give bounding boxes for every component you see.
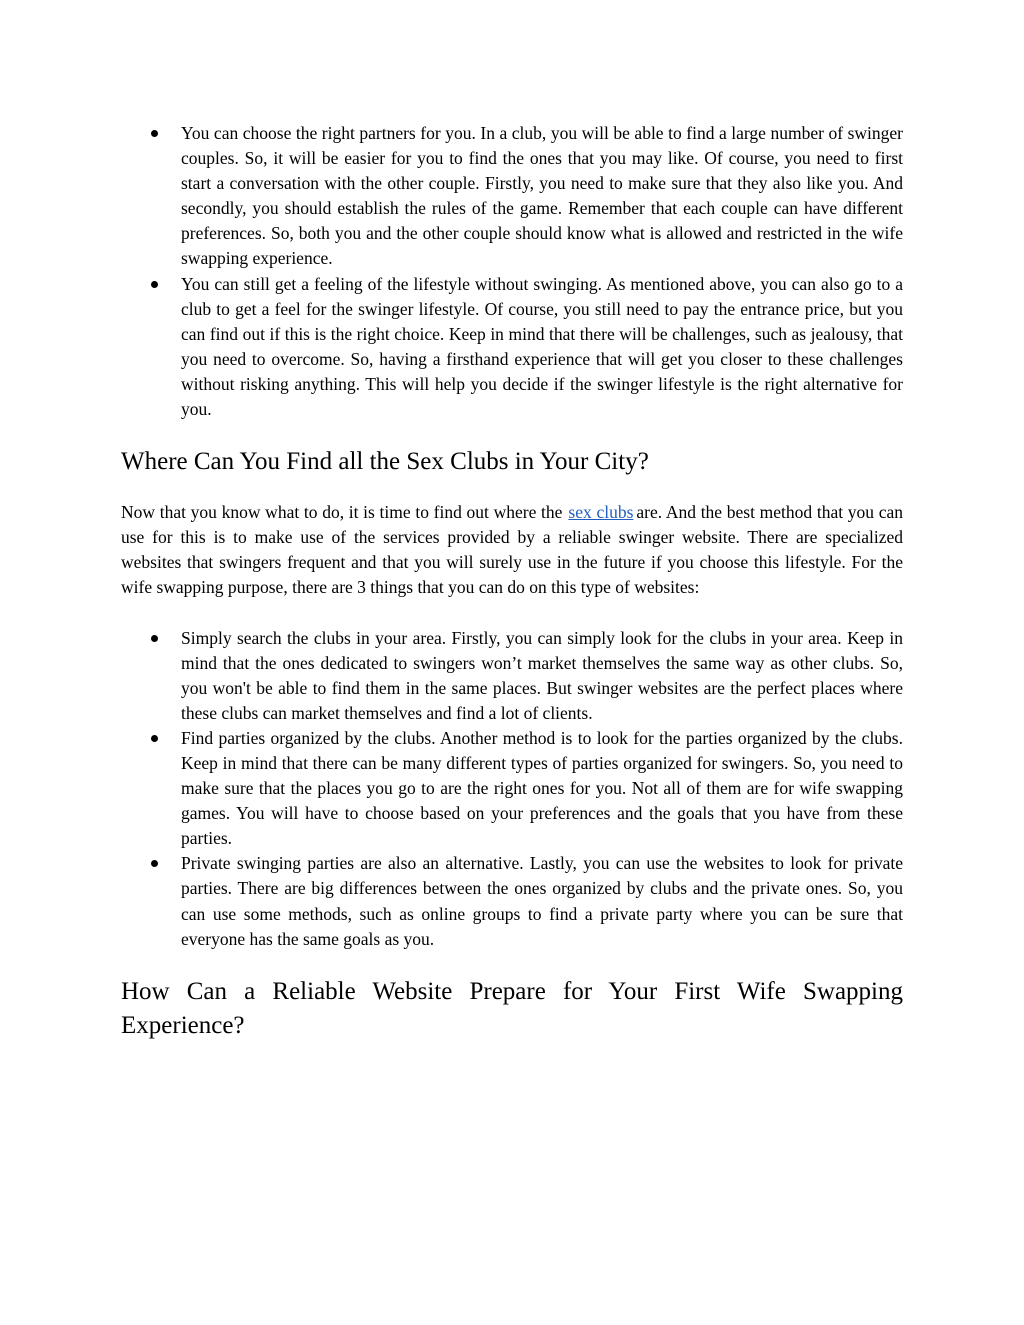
list-item bbox=[121, 726, 903, 851]
bullet-icon bbox=[151, 130, 158, 137]
list-item bbox=[121, 272, 903, 423]
sex-clubs-link[interactable]: sex clubs bbox=[568, 502, 634, 523]
document-page bbox=[121, 121, 903, 1043]
list-item bbox=[121, 121, 903, 272]
paragraph-text-before-link: Now that you know what to do, it is time to find out where the bbox=[121, 502, 563, 523]
section-heading-find-clubs: Where Can You Find all the Sex Clubs in Your City? bbox=[121, 448, 649, 476]
list-item-text: Find parties organized by the clubs. Another method is to look for the parties organized by the clubs. Keep in mind that there can be many different types of parties organized for swingers. So, you need to make sure that the places you go to are the right ones for you. Not all of them are for wife swapping games. You will have to choose based on your preferences and the goals that you have from these parties. bbox=[181, 727, 903, 849]
list-item-text: Private swinging parties are also an alternative. Lastly, you can use the websites to look for private parties. There are big differences between the ones organized by clubs and the private ones. So, you can use some methods, such as online groups to find a private party where you can be sure that everyone has the same goals as you. bbox=[181, 853, 903, 949]
bullet-icon bbox=[151, 635, 158, 642]
list-item bbox=[121, 851, 903, 951]
list-item-text: Simply search the clubs in your area. Firstly, you can simply look for the clubs in your area. Keep in mind that the ones dedicated to swingers won’t market themselves the same way as other clubs. So, you won't be able to find them in the same places. But swinger websites are the perfect places where these clubs can market themselves and find a lot of clients. bbox=[181, 627, 903, 723]
list-item-text: You can choose the right partners for you. In a club, you will be able to find a large number of swinger couples. So, it will be easier for you to find the ones that you may like. Of course, you need to first start a conversation with the other couple. Firstly, you need to make sure that they also like you. And secondly, you should establish the rules of the game. Remember that each couple can have different preferences. So, both you and the other couple should know what is allowed and restricted in the wife swapping experience. bbox=[181, 123, 903, 269]
list-item-text: You can still get a feeling of the lifestyle without swinging. As mentioned above, you can also go to a club to get a feel for the swinger lifestyle. Of course, you still need to pay the entrance price, but you can find out if this is the right choice. Keep in mind that there will be challenges, such as jealousy, that you need to overcome. So, having a firsthand experience that will get you closer to these challenges without risking anything. This will help you decide if the swinger lifestyle is the right alternative for you. bbox=[181, 273, 903, 420]
website-uses-bullet-list bbox=[121, 626, 903, 952]
bullet-icon bbox=[151, 281, 158, 288]
bullet-icon bbox=[151, 860, 158, 867]
section-paragraph bbox=[121, 500, 903, 600]
paragraph-text-after-link: are. And the best method that you can use for this is to make use of the services provided by a reliable swinger website. There are specialized websites that swingers frequent and that you will surely use in the future if you choose this lifestyle. For the wife swapping purpose, there are 3 things that you can do on this type of websites: bbox=[121, 502, 903, 598]
intro-bullet-list bbox=[121, 121, 903, 422]
section-heading-reliable-website: How Can a Reliable Website Prepare for Your First Wife Swapping Experience? bbox=[121, 977, 903, 1039]
list-item bbox=[121, 626, 903, 726]
bullet-icon bbox=[151, 735, 158, 742]
